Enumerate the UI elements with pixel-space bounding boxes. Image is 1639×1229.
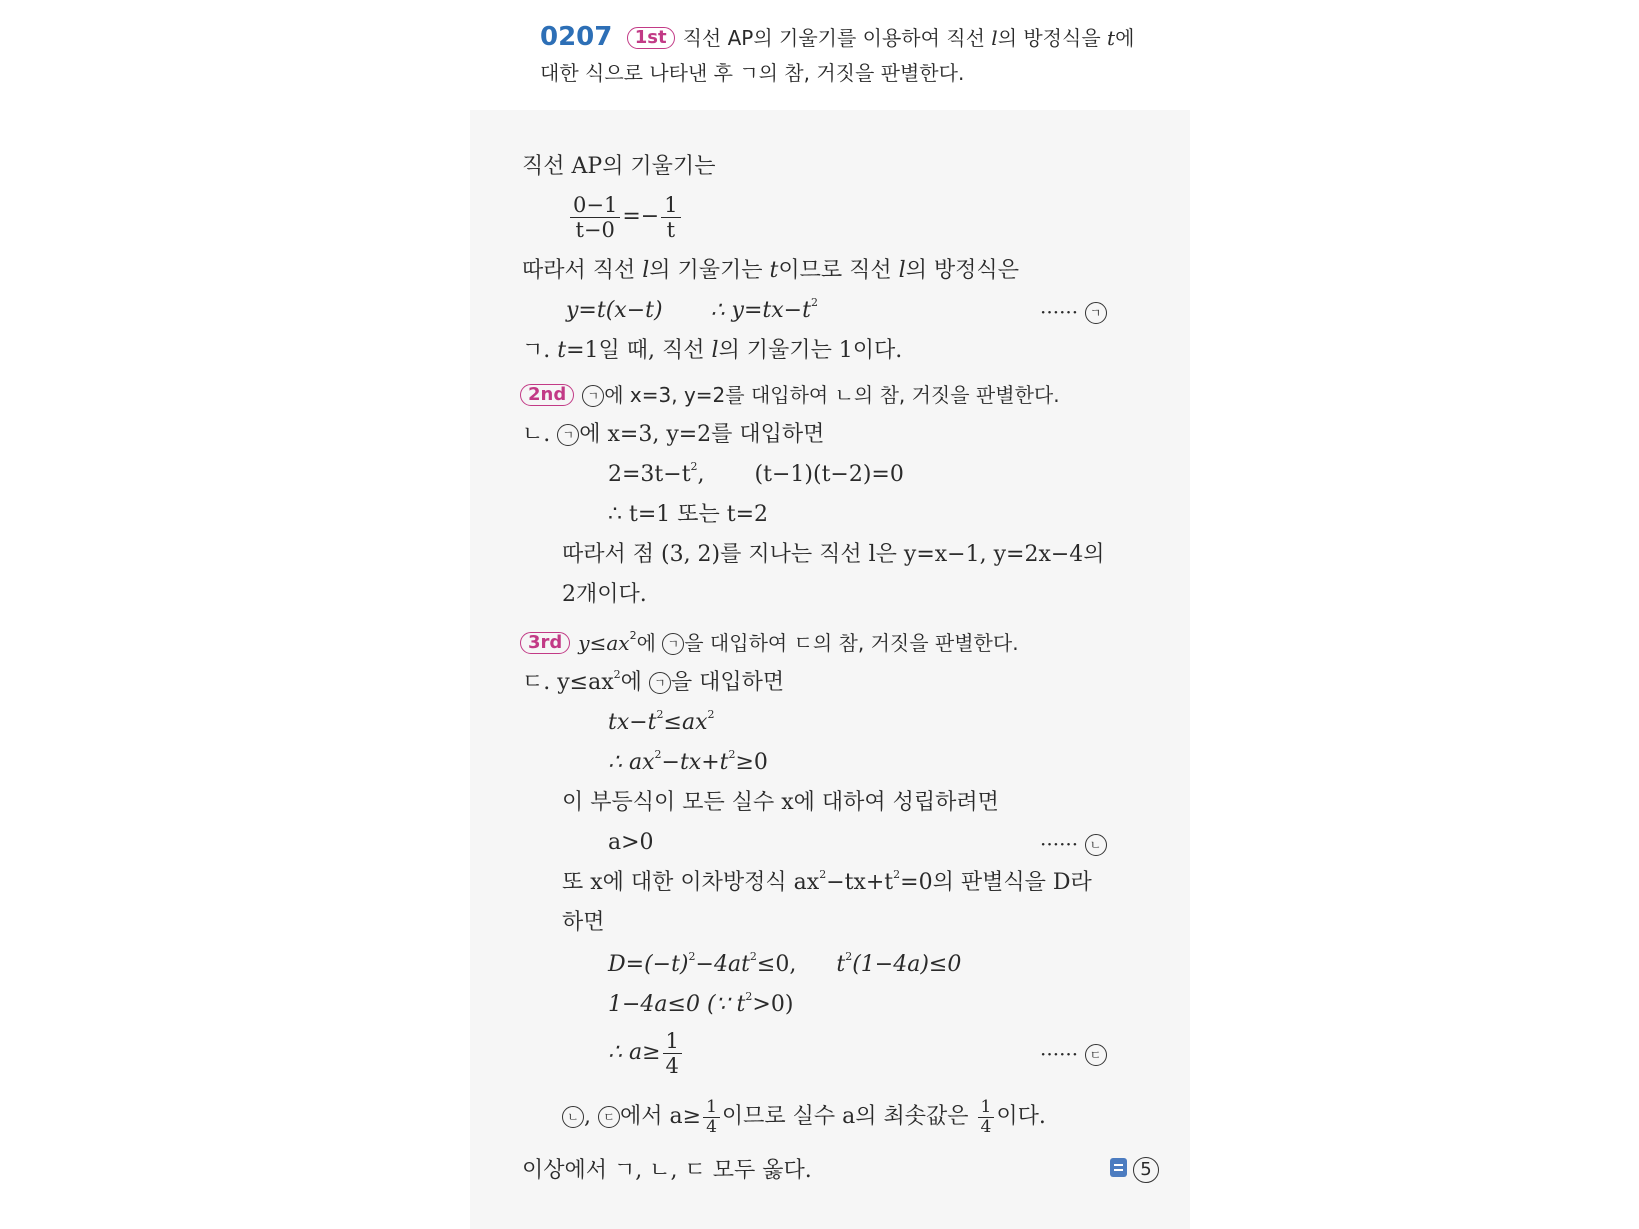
equation-line-l: y=t(x−t) ∴ $y=tx-t^2$ [566,296,818,323]
answer-icon [1110,1158,1127,1177]
step2-line: 2nd ㄱ 에 x=3, y=2를 대입하여 ㄴ의 참, 거짓을 판별한다. [520,380,1060,410]
n-equation-1: $2=3t-t^2$, (t−1)(t−2)=0 [608,460,904,487]
quarter-fraction: $\frac{1}{4}$ [663,1029,682,1078]
slope-equation: $\frac{0-1}{t-0}$ =− $\frac{1}{t}$ [568,192,683,242]
circle-label-2: ㄴ [1085,834,1107,856]
circle-label-3: ㄷ [1085,1044,1107,1066]
step2-label: 2nd [520,384,574,406]
header-line-2: 대한 식으로 나타낸 후 ㄱ의 참, 거짓을 판별한다. [540,61,965,85]
circle-label-1: ㄱ [1085,302,1107,324]
marker-1: ······ ㄱ [1040,300,1107,324]
step1-label: 1st [627,27,675,49]
line-slope-of-l: 따라서 직선 l의 기울기는 t이므로 직선 l의 방정식은 [522,258,1019,283]
step1-text-a: 직선 AP의 기울기를 이용하여 직선 [682,26,992,50]
n-conclusion-2: 2개이다. [562,582,647,607]
line-slope-intro: 직선 AP의 기울기는 [522,154,716,179]
statement-g: ㄱ. t=1일 때, 직선 l의 기울기는 1이다. [522,338,903,363]
statement-d: ㄷ. $y\le ax^2$에 ㄱ 을 대입하면 [522,668,785,695]
header-line-1 [540,22,1134,53]
d-equation-5: 1−4a≤0 (∵ $t^2>0$) [608,990,794,1017]
final-statement: 이상에서 ㄱ, ㄴ, ㄷ 모두 옳다. [522,1158,812,1183]
d-text-2: 또 x에 대한 이차방정식 $ax^2-tx+t^2=0$의 판별식을 D라 [562,868,1092,895]
problem-number: 0207 [540,22,613,52]
slope-result-fraction: $\frac{1}{t}$ [661,193,680,242]
circle-label-g-ref: ㄱ [582,385,604,407]
step3-label: 3rd [520,632,570,654]
step3-line: 3rd $y\le ax^2$에 ㄱ 을 대입하여 ㄷ의 참, 거짓을 판별한다. [520,628,1019,658]
var-t: t [1107,26,1116,50]
d-equation-2: ∴ $ax^2-tx+t^2\ge 0$ [608,748,768,775]
step1-text-c: 에 [1115,26,1135,50]
d-equation-1: $tx-t^2\le ax^2$ [608,708,715,735]
answer-mark [1110,1154,1159,1184]
answer-number: 5 [1133,1157,1159,1183]
d-equation-3: a>0 [608,830,654,855]
d-conclusion: ㄴ , ㄷ 에서 a≥ $\frac{1}{4}$ 이므로 실수 a의 최솟값은 $\frac{1}{4}$ 이다. [562,1092,1046,1142]
slope-fraction: $\frac{0-1}{t-0}$ [570,193,620,242]
statement-n: ㄴ. ㄱ 에 x=3, y=2를 대입하면 [522,422,825,447]
step1-text-b: 의 방정식을 [997,26,1108,50]
marker-2: ······ ㄴ [1040,832,1107,856]
n-conclusion-1: 따라서 점 (3, 2)를 지나는 직선 l은 y=x−1, y=2x−4의 [562,542,1105,567]
n-equation-2: ∴ t=1 또는 t=2 [608,502,769,527]
marker-3: ······ ㄷ [1040,1042,1107,1066]
d-equation-6: ∴ a≥ $\frac{1}{4}$ [608,1028,684,1078]
d-equation-4: $D=(-t)^2-4at^2\le 0$, $t^2(1-4a)\le 0$ [608,950,962,977]
d-text-1: 이 부등식이 모든 실수 x에 대하여 성립하려면 [562,790,999,815]
var-l: l [991,26,998,50]
d-text-3: 하면 [562,910,605,935]
